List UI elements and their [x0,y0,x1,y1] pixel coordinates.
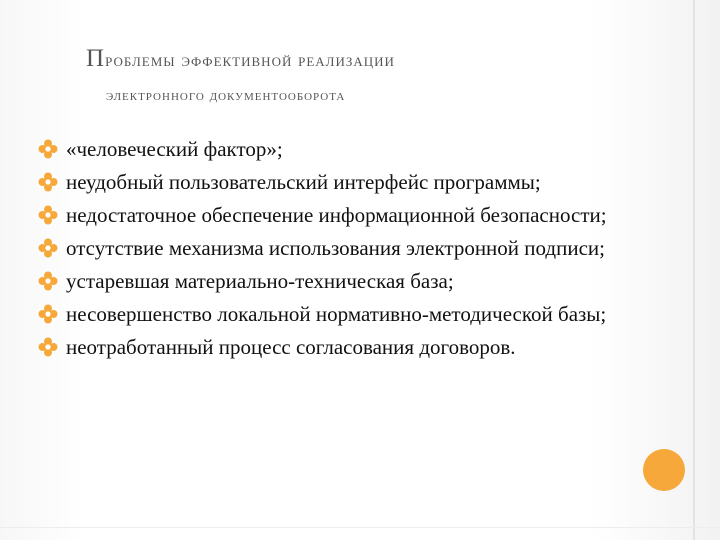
flower-bullet-icon [38,337,58,357]
list-item [38,299,658,329]
bullet-list [38,134,658,365]
title-line-1-rest: роблемы эффективной реализации [105,50,395,71]
frame-line-right [693,0,695,540]
flower-bullet-icon [38,238,58,258]
frame-line-bottom [0,527,720,528]
list-item-text: недостаточное обеспечение информационной безопасности; [66,203,607,227]
list-item [38,200,658,230]
title-line-2: электронного документооборота [106,88,346,104]
list-item [38,134,658,164]
flower-bullet-icon [38,139,58,159]
title-initial: П [86,45,106,72]
list-item-text: неотработанный процесс согласования договоров. [66,335,516,359]
list-item-text: неудобный пользовательский интерфейс программы; [66,170,541,194]
list-item [38,233,658,263]
list-item-text: отсутствие механизма использования электронной подписи; [66,236,605,260]
title-line-1 [86,44,646,76]
list-item [38,167,658,197]
accent-circle [643,449,685,491]
list-item-text: устаревшая материально-техническая база; [66,269,454,293]
flower-bullet-icon [38,304,58,324]
list-item-text: несовершенство локальной нормативно-методической базы; [66,302,607,326]
flower-bullet-icon [38,205,58,225]
slide-title [86,44,646,111]
list-item-text: «человеческий фактор»; [66,137,283,161]
list-item [38,332,658,362]
list-item [38,266,658,296]
flower-bullet-icon [38,271,58,291]
flower-bullet-icon [38,172,58,192]
